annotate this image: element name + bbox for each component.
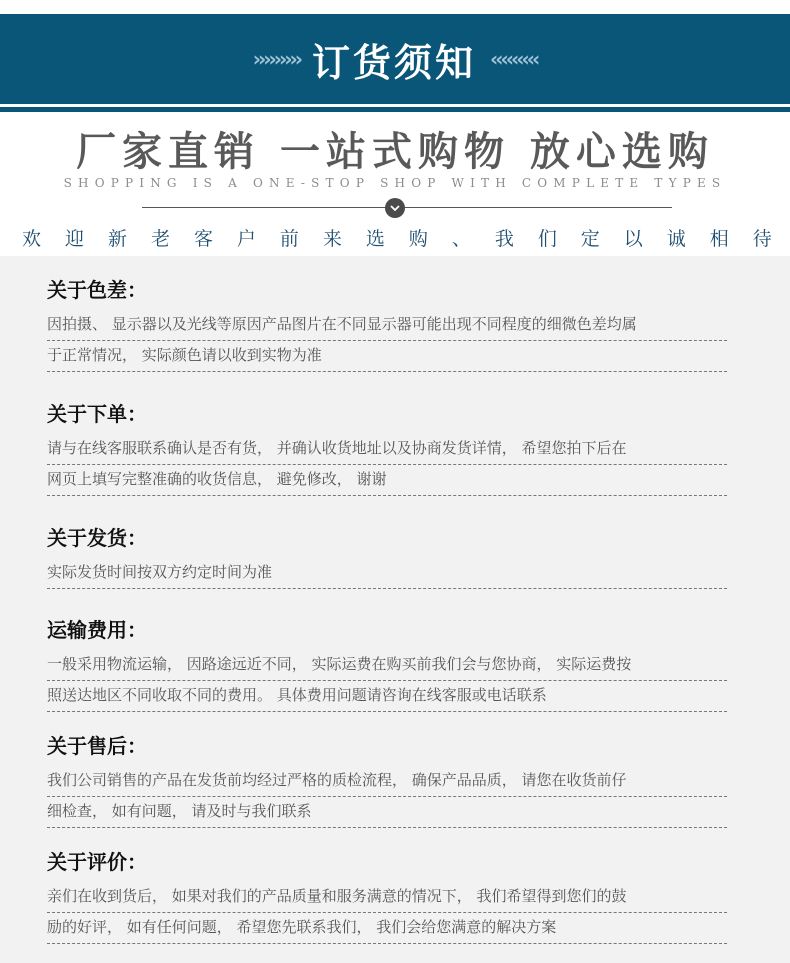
welcome-text — [22, 224, 772, 251]
section-text-line: 请与在线客服联系确认是否有货， 并确认收货地址以及协商发货详情， 希望您拍下后在 — [47, 434, 727, 465]
welcome-char: 以 — [623, 228, 643, 250]
notice-section — [47, 616, 737, 712]
welcome-char: 迎 — [64, 228, 84, 250]
section-title: 运输费用： — [47, 618, 147, 642]
section-title: 关于下单： — [47, 402, 147, 426]
section-text-line: 于正常情况， 实际颜色请以收到实物为准 — [47, 341, 727, 372]
welcome-char: 欢 — [22, 228, 42, 250]
welcome-char: 前 — [279, 228, 299, 250]
section-text-line: 照送达地区不同收取不同的费用。 具体费用问题请咨询在线客服或电话联系 — [47, 681, 727, 712]
banner-underline — [0, 107, 790, 112]
welcome-char: 我 — [494, 228, 514, 250]
divider-line — [142, 207, 672, 208]
notice-section — [47, 276, 737, 372]
welcome-char: 来 — [322, 228, 342, 250]
notice-section — [47, 732, 737, 828]
welcome-char: 相 — [709, 228, 729, 250]
welcome-char: 选 — [365, 228, 385, 250]
section-text-line: 一般采用物流运输， 因路途远近不同， 实际运费在购买前我们会与您协商， 实际运费按 — [47, 650, 727, 681]
section-text-line: 网页上填写完整准确的收货信息， 避免修改， 谢谢 — [47, 465, 727, 496]
section-text-line: 励的好评， 如有任何问题， 希望您先联系我们， 我们会给您满意的解决方案 — [47, 913, 727, 944]
welcome-char: 购 — [408, 228, 428, 250]
section-text-line: 细检查， 如有问题， 请及时与我们联系 — [47, 797, 727, 828]
section-text-line: 我们公司销售的产品在发货前均经过严格的质检流程， 确保产品品质， 请您在收货前仔 — [47, 766, 727, 797]
welcome-char: 客 — [193, 228, 213, 250]
welcome-char: 新 — [107, 228, 127, 250]
section-title: 关于色差： — [47, 278, 147, 302]
section-title: 关于发货： — [47, 526, 147, 550]
welcome-char: 老 — [150, 228, 170, 250]
section-title: 关于评价： — [47, 850, 147, 874]
notice-section — [47, 400, 737, 496]
section-text-line: 亲们在收到货后， 如果对我们的产品质量和服务满意的情况下， 我们希望得到您们的鼓 — [47, 882, 727, 913]
section-text-line: 实际发货时间按双方约定时间为准 — [47, 558, 727, 589]
welcome-char: 定 — [580, 228, 600, 250]
banner-content — [0, 14, 790, 104]
banner-title: 订货须知 — [311, 40, 476, 85]
chevron-down-icon — [385, 198, 405, 218]
welcome-char: 诚 — [666, 228, 686, 250]
notice-content — [0, 256, 790, 963]
header-banner — [0, 14, 790, 104]
section-text-line: 因拍摄、 显示器以及光线等原因产品图片在不同显示器可能出现不同程度的细微色差均属 — [47, 310, 727, 341]
welcome-char: 、 — [451, 228, 471, 250]
welcome-char: 待 — [752, 228, 772, 250]
notice-section — [47, 524, 737, 589]
welcome-char: 们 — [537, 228, 557, 250]
slogan-heading: 厂家直销 一站式购物 放心选购 — [76, 129, 714, 175]
chevrons-right-icon: ››››››››› — [252, 47, 300, 71]
slogan-english: SHOPPING IS A ONE-STOP SHOP WITH COMPLETE TYPES — [63, 176, 727, 190]
welcome-char: 户 — [236, 228, 256, 250]
notice-section — [47, 848, 737, 944]
section-title: 关于售后： — [47, 734, 147, 758]
chevrons-left-icon: ‹‹‹‹‹‹‹‹‹ — [490, 47, 538, 71]
